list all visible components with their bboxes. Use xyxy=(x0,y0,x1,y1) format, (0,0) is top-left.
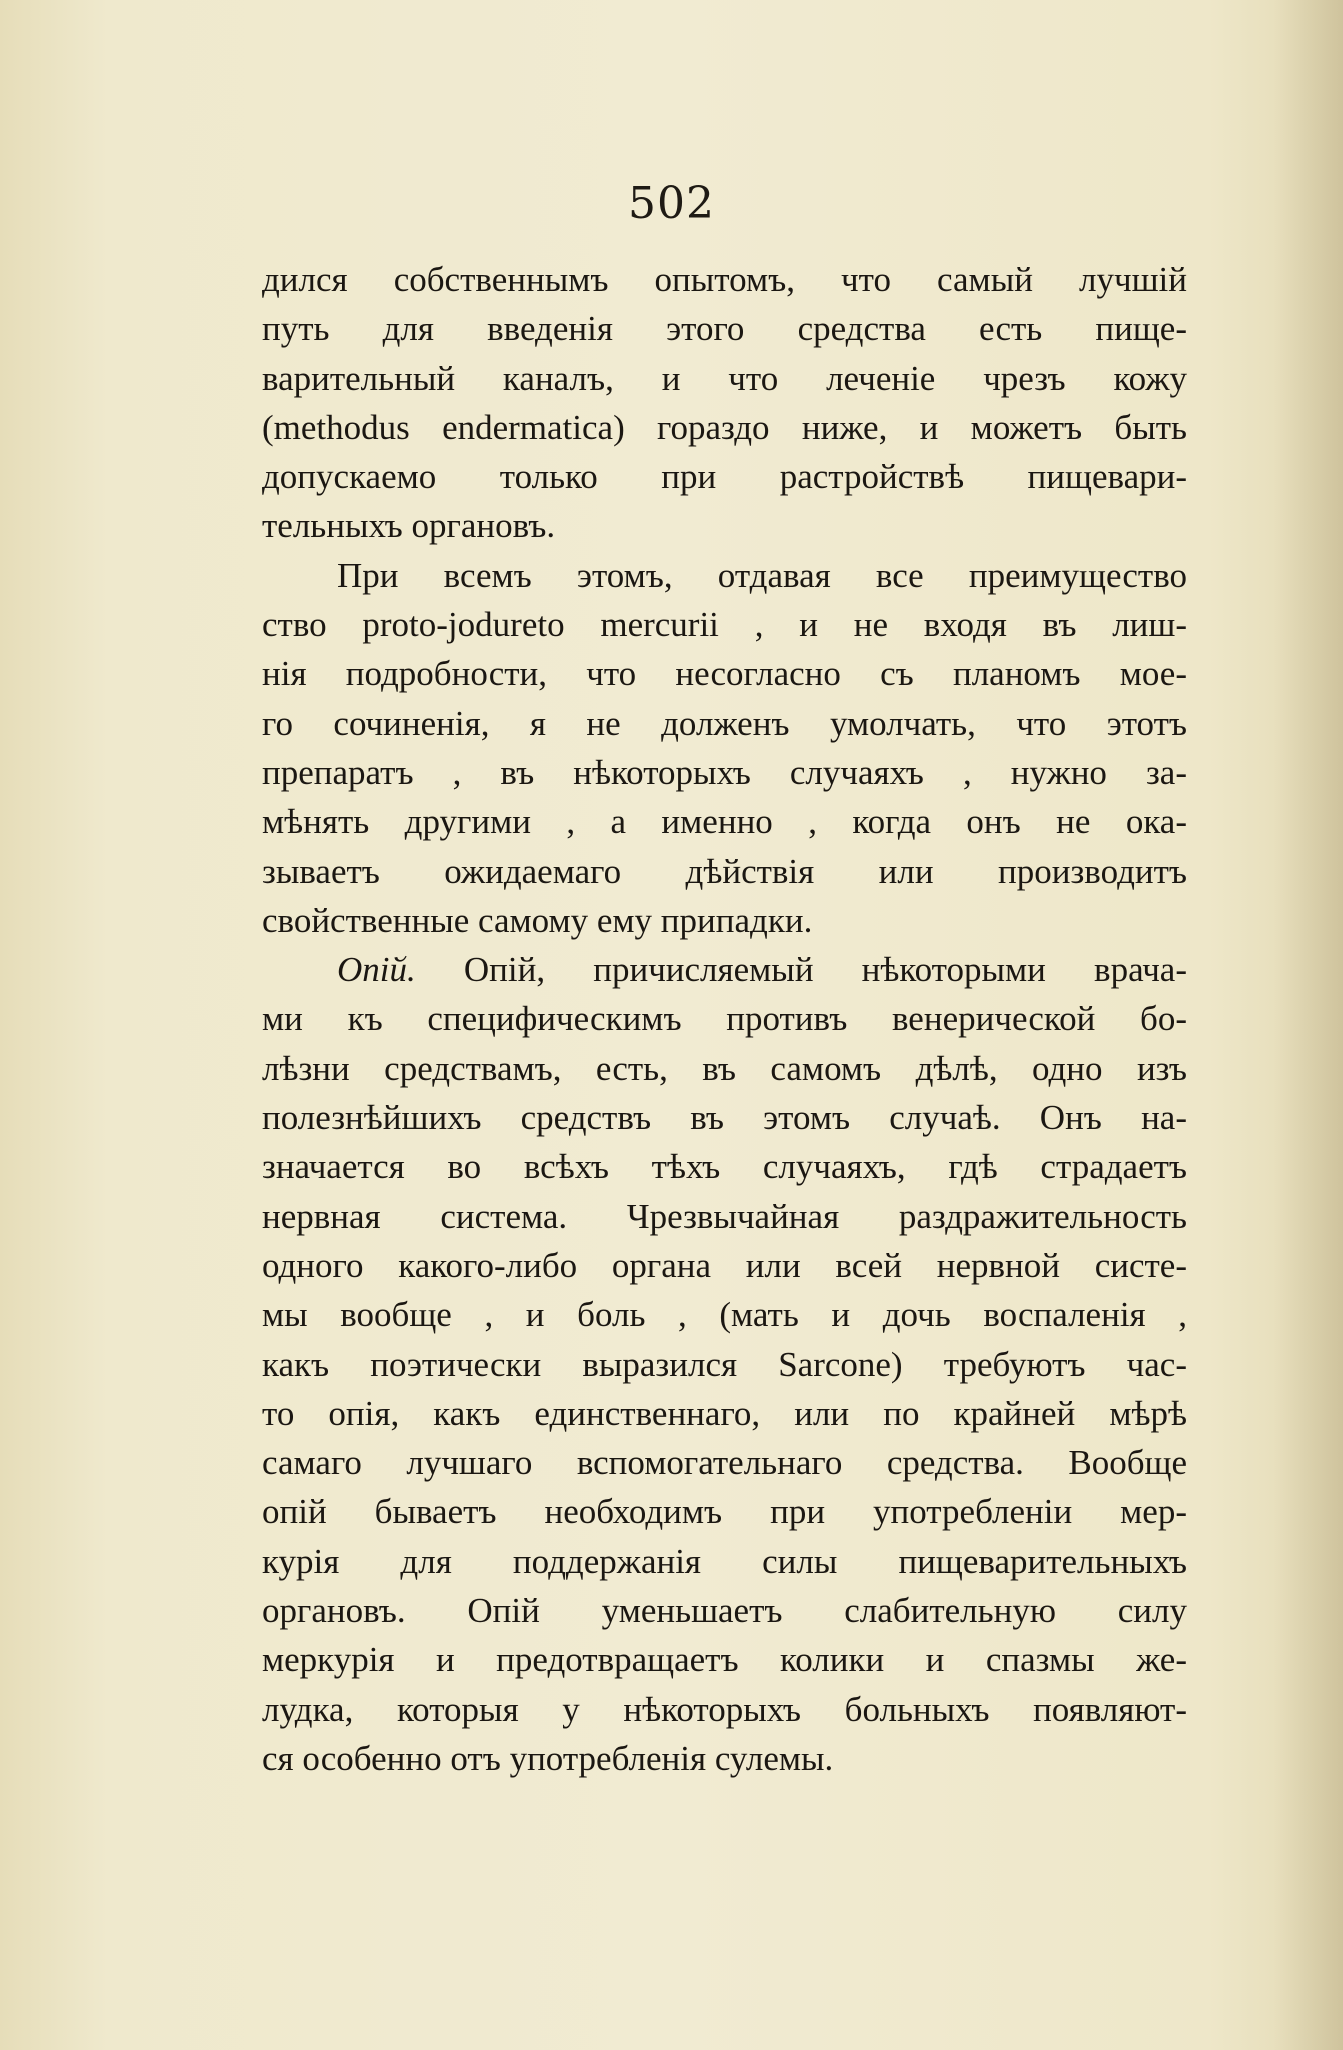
page-edge-shadow xyxy=(1273,0,1343,2050)
text-line: самаго лучшаго вспомогательнаго средства. Вообще xyxy=(262,1443,1187,1483)
text-line: мѣнять другими , а именно , когда онъ не ока- xyxy=(262,802,1187,842)
text-line: дился собственнымъ опытомъ, что самый лучшій xyxy=(262,260,1187,299)
text-line: ство proto-jodureto mercurii , и не входя въ лиш- xyxy=(262,605,1187,645)
text-line: ми къ специфическимъ противъ венерической бо- xyxy=(262,999,1187,1039)
text-line: то опія, какъ единственнаго, или по крайней мѣрѣ xyxy=(262,1393,1187,1433)
text-line: препаратъ , въ нѣкоторыхъ случаяхъ , нужно за- xyxy=(262,752,1187,792)
text-line: тельныхъ органовъ. xyxy=(262,506,556,546)
text-line: (methodus endermatica) гораздо ниже, и можетъ быть xyxy=(262,407,1187,447)
page-number: 502 xyxy=(628,178,715,229)
text-line-rest: Опій, причисляемый нѣкоторыми врача- xyxy=(415,950,1187,990)
text-line: нервная система. Чрезвычайная раздражительность xyxy=(262,1196,1187,1236)
text-line: путь для введенія этого средства есть пище- xyxy=(262,309,1187,349)
text-line: опій бываетъ необходимъ при употребленіи мер- xyxy=(262,1492,1187,1532)
text-line: ся особенно отъ употребленія сулемы. xyxy=(262,1738,834,1778)
text-line: органовъ. Опій уменьшаетъ слабительную силу xyxy=(262,1591,1187,1631)
text-line: нія подробности, что несогласно съ планомъ мое- xyxy=(262,654,1187,694)
text-line: допускаемо только при растройствѣ пищевари- xyxy=(262,457,1187,497)
text-line: какъ поэтически выразился Sarcone) требуютъ час- xyxy=(262,1344,1187,1384)
body-text xyxy=(262,255,1187,1783)
text-line: полезнѣйшихъ средствъ въ этомъ случаѣ. Онъ на- xyxy=(262,1098,1187,1138)
text-line: лудка, которыя у нѣкоторыхъ больныхъ появляют- xyxy=(262,1689,1187,1729)
text-line: курія для поддержанія силы пищеварительныхъ xyxy=(262,1541,1187,1581)
text-line: лѣзни средствамъ, есть, въ самомъ дѣлѣ, одно изъ xyxy=(262,1048,1187,1088)
text-line: значается во всѣхъ тѣхъ случаяхъ, гдѣ страдаетъ xyxy=(262,1147,1187,1187)
text-line xyxy=(262,945,1187,994)
text-line: го сочиненія, я не долженъ умолчать, что этотъ xyxy=(262,703,1187,743)
text-line: При всемъ этомъ, отдавая все преимущество xyxy=(337,555,1187,595)
text-line: зываетъ ожидаемаго дѣйствія или производитъ xyxy=(262,851,1187,891)
section-heading-italic: Опій. xyxy=(337,950,416,990)
text-line: одного какого-либо органа или всей нервной систе- xyxy=(262,1245,1187,1285)
text-line: варительный каналъ, и что леченіе чрезъ кожу xyxy=(262,358,1187,398)
text-line: мы вообще , и боль , (мать и дочь воспаленія , xyxy=(262,1295,1187,1335)
text-line: меркурія и предотвращаетъ колики и спазмы же- xyxy=(262,1640,1187,1680)
text-line: свойственные самому ему припадки. xyxy=(262,900,813,940)
